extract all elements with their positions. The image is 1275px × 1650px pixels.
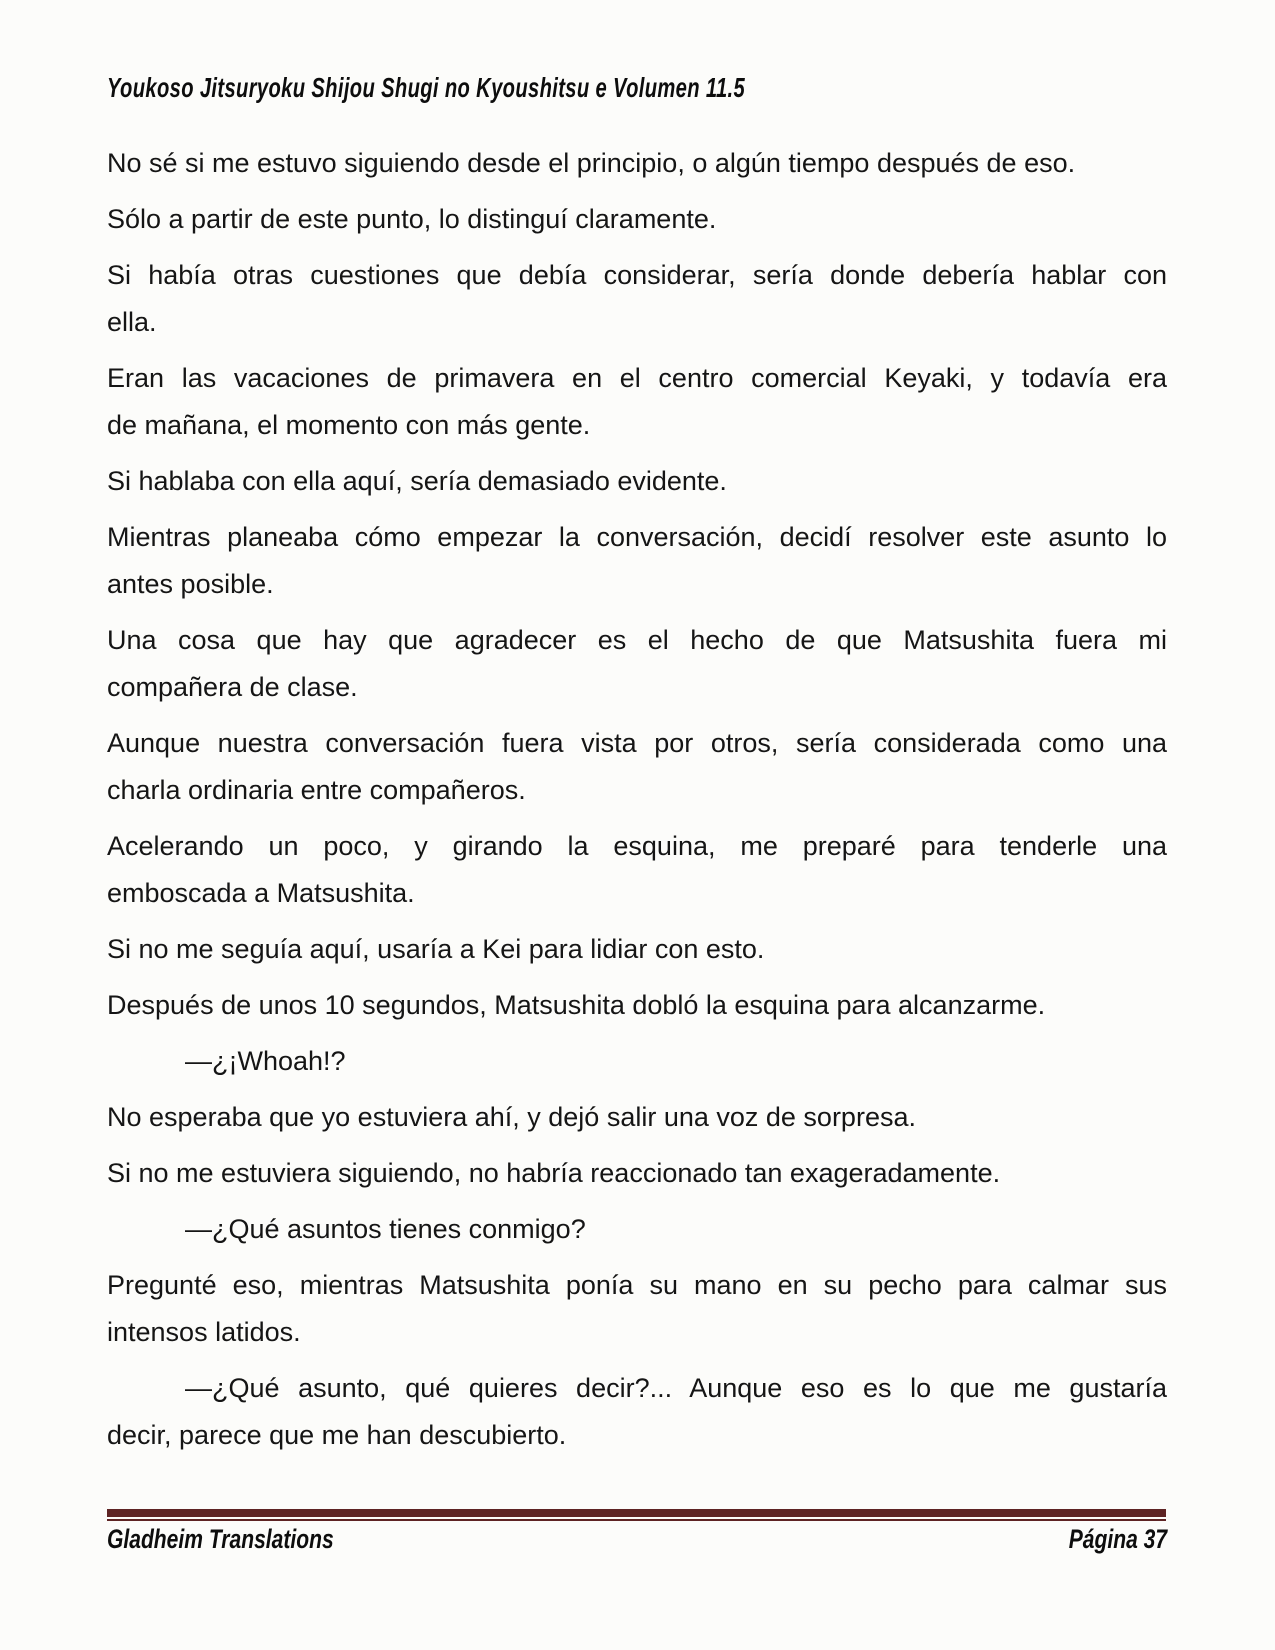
text-line: Sólo a partir de este punto, lo distinguí claramente.	[107, 204, 717, 234]
text-line: emboscada a Matsushita.	[107, 878, 415, 908]
paragraph	[107, 355, 1167, 449]
paragraph	[107, 252, 1167, 346]
text-line: —¿Qué asuntos tienes conmigo?	[185, 1214, 586, 1244]
text-line: Si no me estuviera siguiendo, no habría reaccionado tan exageradamente.	[107, 1158, 1001, 1188]
paragraph	[107, 926, 1167, 973]
dialogue-paragraph	[107, 1365, 1167, 1459]
text-line: Si hablaba con ella aquí, sería demasiado evidente.	[107, 466, 727, 496]
paragraph	[107, 1150, 1167, 1197]
paragraph	[107, 982, 1167, 1029]
header-title: Youkoso Jitsuryoku Shijou Shugi no Kyoushitsu e Volumen 11.5	[107, 72, 746, 103]
text-line: intensos latidos.	[107, 1317, 301, 1347]
page-footer	[107, 1522, 1167, 1556]
footer-page-number: Página 37	[1068, 1524, 1167, 1554]
text-line: ella.	[107, 307, 157, 337]
text-line: Mientras planeaba cómo empezar la conversación, decidí resolver este asunto lo	[107, 522, 1167, 552]
paragraph	[107, 458, 1167, 505]
paragraph	[107, 1094, 1167, 1141]
text-line: Si no me seguía aquí, usaría a Kei para lidiar con esto.	[107, 934, 765, 964]
text-line: Después de unos 10 segundos, Matsushita dobló la esquina para alcanzarme.	[107, 990, 1046, 1020]
paragraph	[107, 617, 1167, 711]
footer-translator-credit: Gladheim Translations	[107, 1524, 334, 1554]
dialogue-paragraph	[107, 1038, 1167, 1085]
text-line: —¿Qué asunto, qué quieres decir?... Aunque eso es lo que me gustaría	[185, 1373, 1167, 1403]
text-line: Eran las vacaciones de primavera en el centro comercial Keyaki, y todavía era	[107, 363, 1167, 393]
paragraph	[107, 514, 1167, 608]
paragraph	[107, 196, 1167, 243]
paragraph	[107, 823, 1167, 917]
paragraph	[107, 140, 1167, 187]
document-body	[107, 140, 1167, 1468]
footer-rule	[107, 1509, 1166, 1521]
text-line: Acelerando un poco, y girando la esquina, me preparé para tenderle una	[107, 831, 1167, 861]
text-line: compañera de clase.	[107, 672, 358, 702]
footer-rule-thick-line	[107, 1509, 1166, 1517]
page-header	[107, 72, 1167, 104]
text-line: Pregunté eso, mientras Matsushita ponía su mano en su pecho para calmar sus	[107, 1270, 1167, 1300]
text-line: charla ordinaria entre compañeros.	[107, 775, 526, 805]
text-line: de mañana, el momento con más gente.	[107, 410, 591, 440]
text-line: antes posible.	[107, 569, 274, 599]
text-line: Una cosa que hay que agradecer es el hecho de que Matsushita fuera mi	[107, 625, 1167, 655]
footer-rule-thin-line	[107, 1519, 1166, 1521]
text-line: decir, parece que me han descubierto.	[107, 1420, 567, 1450]
paragraph	[107, 1262, 1167, 1356]
text-line: No sé si me estuvo siguiendo desde el principio, o algún tiempo después de eso.	[107, 148, 1076, 178]
text-line: No esperaba que yo estuviera ahí, y dejó salir una voz de sorpresa.	[107, 1102, 916, 1132]
text-line: Si había otras cuestiones que debía considerar, sería donde debería hablar con	[107, 260, 1167, 290]
dialogue-paragraph	[107, 1206, 1167, 1253]
text-line: —¿¡Whoah!?	[185, 1046, 346, 1076]
paragraph	[107, 720, 1167, 814]
text-line: Aunque nuestra conversación fuera vista por otros, sería considerada como una	[107, 728, 1167, 758]
